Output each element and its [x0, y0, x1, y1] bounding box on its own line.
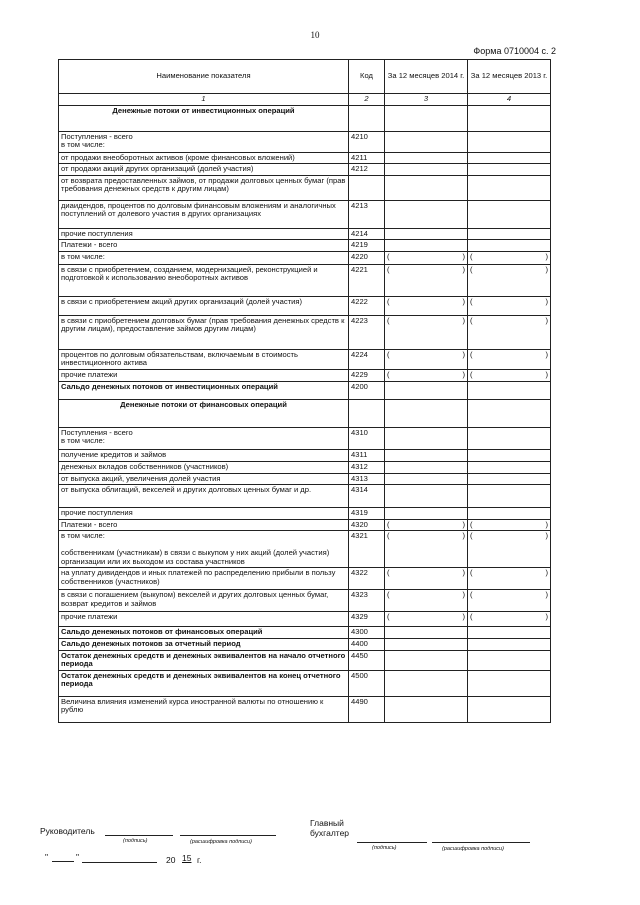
row-label: в связи с приобретением долговых бумаг (прав требования денежных средств к другим лицам), предоставление займов другим лицам) — [59, 315, 349, 349]
paren-close: ) — [462, 349, 465, 359]
value-cell-2013[interactable] — [468, 639, 551, 651]
value-cell-2013[interactable] — [468, 228, 551, 240]
form-label: Форма 0710004 с. 2 — [473, 46, 556, 56]
value-cell-2014[interactable] — [385, 461, 468, 473]
value-cell-2013[interactable] — [468, 590, 551, 612]
table-row — [59, 612, 551, 627]
paren-close: ) — [462, 612, 465, 621]
value-cell-2013[interactable] — [468, 381, 551, 399]
row-code: 4319 — [349, 508, 385, 520]
paren-close: ) — [462, 369, 465, 379]
row-label: от выпуска акций, увеличения долей участия — [59, 473, 349, 485]
date-day-line — [52, 861, 74, 862]
date-year-prefix: 20 — [166, 855, 176, 865]
table-row — [59, 315, 551, 349]
row-code: 4500 — [349, 670, 385, 696]
value-cell-2014[interactable] — [385, 531, 468, 568]
table-row — [59, 131, 551, 152]
paren-close: ) — [545, 612, 548, 621]
row-label: прочие платежи — [59, 612, 349, 627]
value-cell-2014[interactable] — [385, 152, 468, 164]
row-code: 4312 — [349, 461, 385, 473]
value-cell-2014[interactable] — [385, 175, 468, 200]
row-code: 4311 — [349, 449, 385, 461]
row-label: Поступления - всего в том числе: — [59, 131, 349, 152]
table-row — [59, 251, 551, 264]
paren-open: ( — [387, 519, 390, 529]
table-row — [59, 164, 551, 176]
value-cell-2014[interactable] — [385, 251, 468, 264]
head-decode-caption: (расшифровка подписи) — [190, 839, 252, 845]
row-code: 4314 — [349, 485, 385, 508]
paren-close: ) — [462, 590, 465, 599]
paren-open: ( — [387, 369, 390, 379]
value-cell-2013[interactable] — [468, 369, 551, 381]
value-cell-2013[interactable] — [468, 696, 551, 722]
value-cell-2013[interactable] — [468, 461, 551, 473]
value-cell-2013[interactable] — [468, 240, 551, 252]
value-cell-2013[interactable] — [468, 650, 551, 670]
value-cell-2013[interactable] — [468, 519, 551, 531]
table-row — [59, 670, 551, 696]
table-row — [59, 427, 551, 449]
value-cell-2013[interactable] — [468, 568, 551, 590]
row-label: прочие платежи — [59, 369, 349, 381]
paren-open: ( — [387, 349, 390, 359]
row-code: 4313 — [349, 473, 385, 485]
table-row — [59, 590, 551, 612]
table-row — [59, 240, 551, 252]
value-cell-2013[interactable] — [468, 485, 551, 508]
row-label: процентов по долговым обязательствам, включаемым в стоимость инвестиционного актива — [59, 349, 349, 369]
value-cell-2014[interactable] — [385, 639, 468, 651]
row-label: от возврата предоставленных займов, от продажи долговых ценных бумаг (прав требования денежных средств к другим лицам) — [59, 175, 349, 200]
value-cell-2014[interactable] — [385, 568, 468, 590]
paren-close: ) — [545, 315, 548, 325]
row-code — [349, 175, 385, 200]
paren-close: ) — [545, 568, 548, 577]
value-cell-2014[interactable] — [385, 264, 468, 296]
paren-open: ( — [387, 315, 390, 325]
value-cell-2014[interactable] — [385, 612, 468, 627]
paren-open: ( — [470, 349, 473, 359]
chief-sign-caption: (подпись) — [372, 845, 397, 851]
row-code: 4320 — [349, 519, 385, 531]
table-row — [59, 296, 551, 315]
value-cell-2013[interactable] — [468, 612, 551, 627]
value-cell-2013[interactable] — [468, 670, 551, 696]
value-cell-2013[interactable] — [468, 349, 551, 369]
row-label: в связи с приобретением акций других организаций (долей участия) — [59, 296, 349, 315]
table-row — [59, 369, 551, 381]
paren-close: ) — [545, 369, 548, 379]
row-code: 4200 — [349, 381, 385, 399]
header-period-2013: За 12 месяцев 2013 г. — [468, 60, 551, 94]
value-cell-2013[interactable] — [468, 427, 551, 449]
paren-close: ) — [545, 264, 548, 274]
table-row — [59, 381, 551, 399]
value-cell-2014[interactable] — [385, 670, 468, 696]
value-cell-2014[interactable] — [385, 349, 468, 369]
value-cell-2014[interactable] — [385, 200, 468, 228]
value-cell-2014[interactable] — [385, 650, 468, 670]
header-name: Наименование показателя — [59, 60, 349, 94]
value-cell-2013[interactable] — [468, 251, 551, 264]
table-row — [59, 696, 551, 722]
row-code: 4214 — [349, 228, 385, 240]
head-sign-caption: (подпись) — [123, 838, 148, 844]
row-label: Остаток денежных средств и денежных эквивалентов на конец отчетного периода — [59, 670, 349, 696]
section-heading-investing: Денежные потоки от инвестиционных операций — [59, 105, 349, 131]
paren-close: ) — [462, 264, 465, 274]
row-code: 4213 — [349, 200, 385, 228]
value-cell-2013[interactable] — [468, 164, 551, 176]
row-label: Сальдо денежных потоков за отчетный период — [59, 639, 349, 651]
date-year-unit: г. — [197, 855, 202, 865]
paren-close: ) — [462, 568, 465, 577]
paren-close: ) — [462, 315, 465, 325]
column-number-2: 2 — [349, 94, 385, 106]
row-code: 4219 — [349, 240, 385, 252]
table-row — [59, 152, 551, 164]
row-label: в том числе: — [59, 251, 349, 264]
column-number-1: 1 — [59, 94, 349, 106]
value-cell-2013[interactable] — [468, 200, 551, 228]
table-row — [59, 485, 551, 508]
value-cell-2014[interactable] — [385, 240, 468, 252]
value-cell-2014[interactable] — [385, 315, 468, 349]
row-label: Платежи - всего — [59, 519, 349, 531]
paren-open: ( — [470, 296, 473, 306]
value-cell-2014[interactable] — [385, 427, 468, 449]
value-cell-2014[interactable] — [385, 228, 468, 240]
paren-open: ( — [470, 251, 473, 261]
value-cell-2013[interactable] — [468, 627, 551, 639]
chief-sign-line — [357, 842, 427, 843]
value-cell-2014[interactable] — [385, 508, 468, 520]
table-row — [59, 349, 551, 369]
row-label: Платежи - всего — [59, 240, 349, 252]
paren-close: ) — [462, 519, 465, 529]
value-cell-2013[interactable] — [468, 175, 551, 200]
section-heading-financing: Денежные потоки от финансовых операций — [59, 399, 349, 427]
value-cell-2014[interactable] — [385, 519, 468, 531]
row-code: 4221 — [349, 264, 385, 296]
row-label: от продажи акций других организаций (долей участия) — [59, 164, 349, 176]
paren-close: ) — [545, 296, 548, 306]
paren-close: ) — [545, 590, 548, 599]
paren-close: ) — [545, 531, 548, 540]
table-row — [59, 175, 551, 200]
row-code: 4224 — [349, 349, 385, 369]
row-label: прочие поступления — [59, 508, 349, 520]
date-year-suffix: 15 — [182, 853, 192, 863]
row-label: от продажи внеоборотных активов (кроме финансовых вложений) — [59, 152, 349, 164]
row-code: 4310 — [349, 427, 385, 449]
cash-flow-table — [58, 59, 551, 723]
value-cell-2014[interactable] — [385, 296, 468, 315]
value-cell-2014[interactable] — [385, 590, 468, 612]
row-label: Величина влияния изменений курса иностранной валюты по отношению к рублю — [59, 696, 349, 722]
paren-close: ) — [462, 251, 465, 261]
paren-open: ( — [470, 568, 473, 577]
value-cell-2013[interactable] — [468, 315, 551, 349]
head-label: Руководитель — [40, 826, 95, 836]
date-month-line — [82, 862, 157, 863]
paren-open: ( — [470, 590, 473, 599]
date-quote-open: " — [45, 852, 49, 862]
value-cell-2013[interactable] — [468, 131, 551, 152]
head-sign-line — [105, 835, 173, 836]
row-label: денежных вкладов собственников (участников) — [59, 461, 349, 473]
header-period-2014: За 12 месяцев 2014 г. — [385, 60, 468, 94]
row-code: 4400 — [349, 639, 385, 651]
head-decode-line — [180, 835, 276, 836]
value-cell-2014[interactable] — [385, 473, 468, 485]
value-cell-2013[interactable] — [468, 152, 551, 164]
table-body — [59, 105, 551, 722]
paren-open: ( — [470, 612, 473, 621]
column-number-4: 4 — [468, 94, 551, 106]
table-row — [59, 228, 551, 240]
table-row — [59, 449, 551, 461]
paren-open: ( — [470, 315, 473, 325]
table-row — [59, 264, 551, 296]
row-label: от выпуска облигаций, векселей и других долговых ценных бумаг и др. — [59, 485, 349, 508]
header-code: Код — [349, 60, 385, 94]
paren-close: ) — [462, 531, 465, 540]
paren-open: ( — [387, 612, 390, 621]
table-row — [59, 531, 551, 568]
value-cell-2013[interactable] — [468, 296, 551, 315]
row-label: получение кредитов и займов — [59, 449, 349, 461]
value-cell-2014[interactable] — [385, 369, 468, 381]
row-label: диаидендов, процентов по долговым финансовым вложениям и аналогичных поступлений от долевого участия в других организациях — [59, 200, 349, 228]
row-code: 4229 — [349, 369, 385, 381]
row-label: прочие поступления — [59, 228, 349, 240]
paren-open: ( — [470, 519, 473, 529]
table-row — [59, 568, 551, 590]
value-cell-2013[interactable] — [468, 531, 551, 568]
value-cell-2014[interactable] — [385, 696, 468, 722]
chief-accountant-label: Главный бухгалтер — [310, 818, 350, 838]
paren-open: ( — [387, 568, 390, 577]
column-number-3: 3 — [385, 94, 468, 106]
table-row — [59, 200, 551, 228]
value-cell-2014[interactable] — [385, 627, 468, 639]
paren-close: ) — [545, 519, 548, 529]
row-code: 4321 — [349, 531, 385, 568]
row-code: 4222 — [349, 296, 385, 315]
table-row — [59, 639, 551, 651]
value-cell-2014[interactable] — [385, 449, 468, 461]
row-code: 4300 — [349, 627, 385, 639]
row-label: в связи с приобретением, созданием, модернизацией, реконструкцией и подготовкой к использованию внеоборотных активов — [59, 264, 349, 296]
paren-open: ( — [387, 296, 390, 306]
row-label: в том числе: собственникам (участникам) в связи с выкупом у них акций (долей участия) организации или их выходом из состава участников — [59, 531, 349, 568]
table-row — [59, 519, 551, 531]
paren-close: ) — [545, 251, 548, 261]
chief-decode-caption: (расшифровка подписи) — [442, 846, 504, 852]
row-label: Сальдо денежных потоков от инвестиционных операций — [59, 381, 349, 399]
paren-open: ( — [470, 264, 473, 274]
row-code: 4212 — [349, 164, 385, 176]
row-label: Остаток денежных средств и денежных эквивалентов на начало отчетного периода — [59, 650, 349, 670]
value-cell-2014[interactable] — [385, 164, 468, 176]
value-cell-2014[interactable] — [385, 485, 468, 508]
row-code: 4220 — [349, 251, 385, 264]
value-cell-2013[interactable] — [468, 449, 551, 461]
page-number: 10 — [310, 30, 320, 40]
row-code: 4210 — [349, 131, 385, 152]
table-row — [59, 508, 551, 520]
paren-open: ( — [387, 251, 390, 261]
table-row — [59, 650, 551, 670]
value-cell-2014[interactable] — [385, 381, 468, 399]
row-code: 4211 — [349, 152, 385, 164]
value-cell-2014[interactable] — [385, 131, 468, 152]
row-code: 4450 — [349, 650, 385, 670]
row-code: 4329 — [349, 612, 385, 627]
row-code: 4490 — [349, 696, 385, 722]
value-cell-2013[interactable] — [468, 264, 551, 296]
paren-open: ( — [387, 590, 390, 599]
paren-open: ( — [470, 369, 473, 379]
row-label: на уплату дивидендов и иных платежей по распределению прибыли в пользу собственников (участников) — [59, 568, 349, 590]
row-label: Поступления - всего в том числе: — [59, 427, 349, 449]
chief-decode-line — [432, 842, 530, 843]
row-label: Сальдо денежных потоков от финансовых операций — [59, 627, 349, 639]
value-cell-2013[interactable] — [468, 473, 551, 485]
date-quote-close: " — [76, 852, 80, 862]
row-code: 4323 — [349, 590, 385, 612]
paren-open: ( — [387, 264, 390, 274]
row-code: 4322 — [349, 568, 385, 590]
paren-close: ) — [545, 349, 548, 359]
paren-close: ) — [462, 296, 465, 306]
table-row — [59, 461, 551, 473]
table-row — [59, 473, 551, 485]
value-cell-2013[interactable] — [468, 508, 551, 520]
paren-open: ( — [470, 531, 473, 540]
row-label: в связи с погашением (выкупом) векселей и других долговых ценных бумаг, возврат кредитов и займов — [59, 590, 349, 612]
table-row — [59, 627, 551, 639]
paren-open: ( — [387, 531, 390, 540]
row-code: 4223 — [349, 315, 385, 349]
